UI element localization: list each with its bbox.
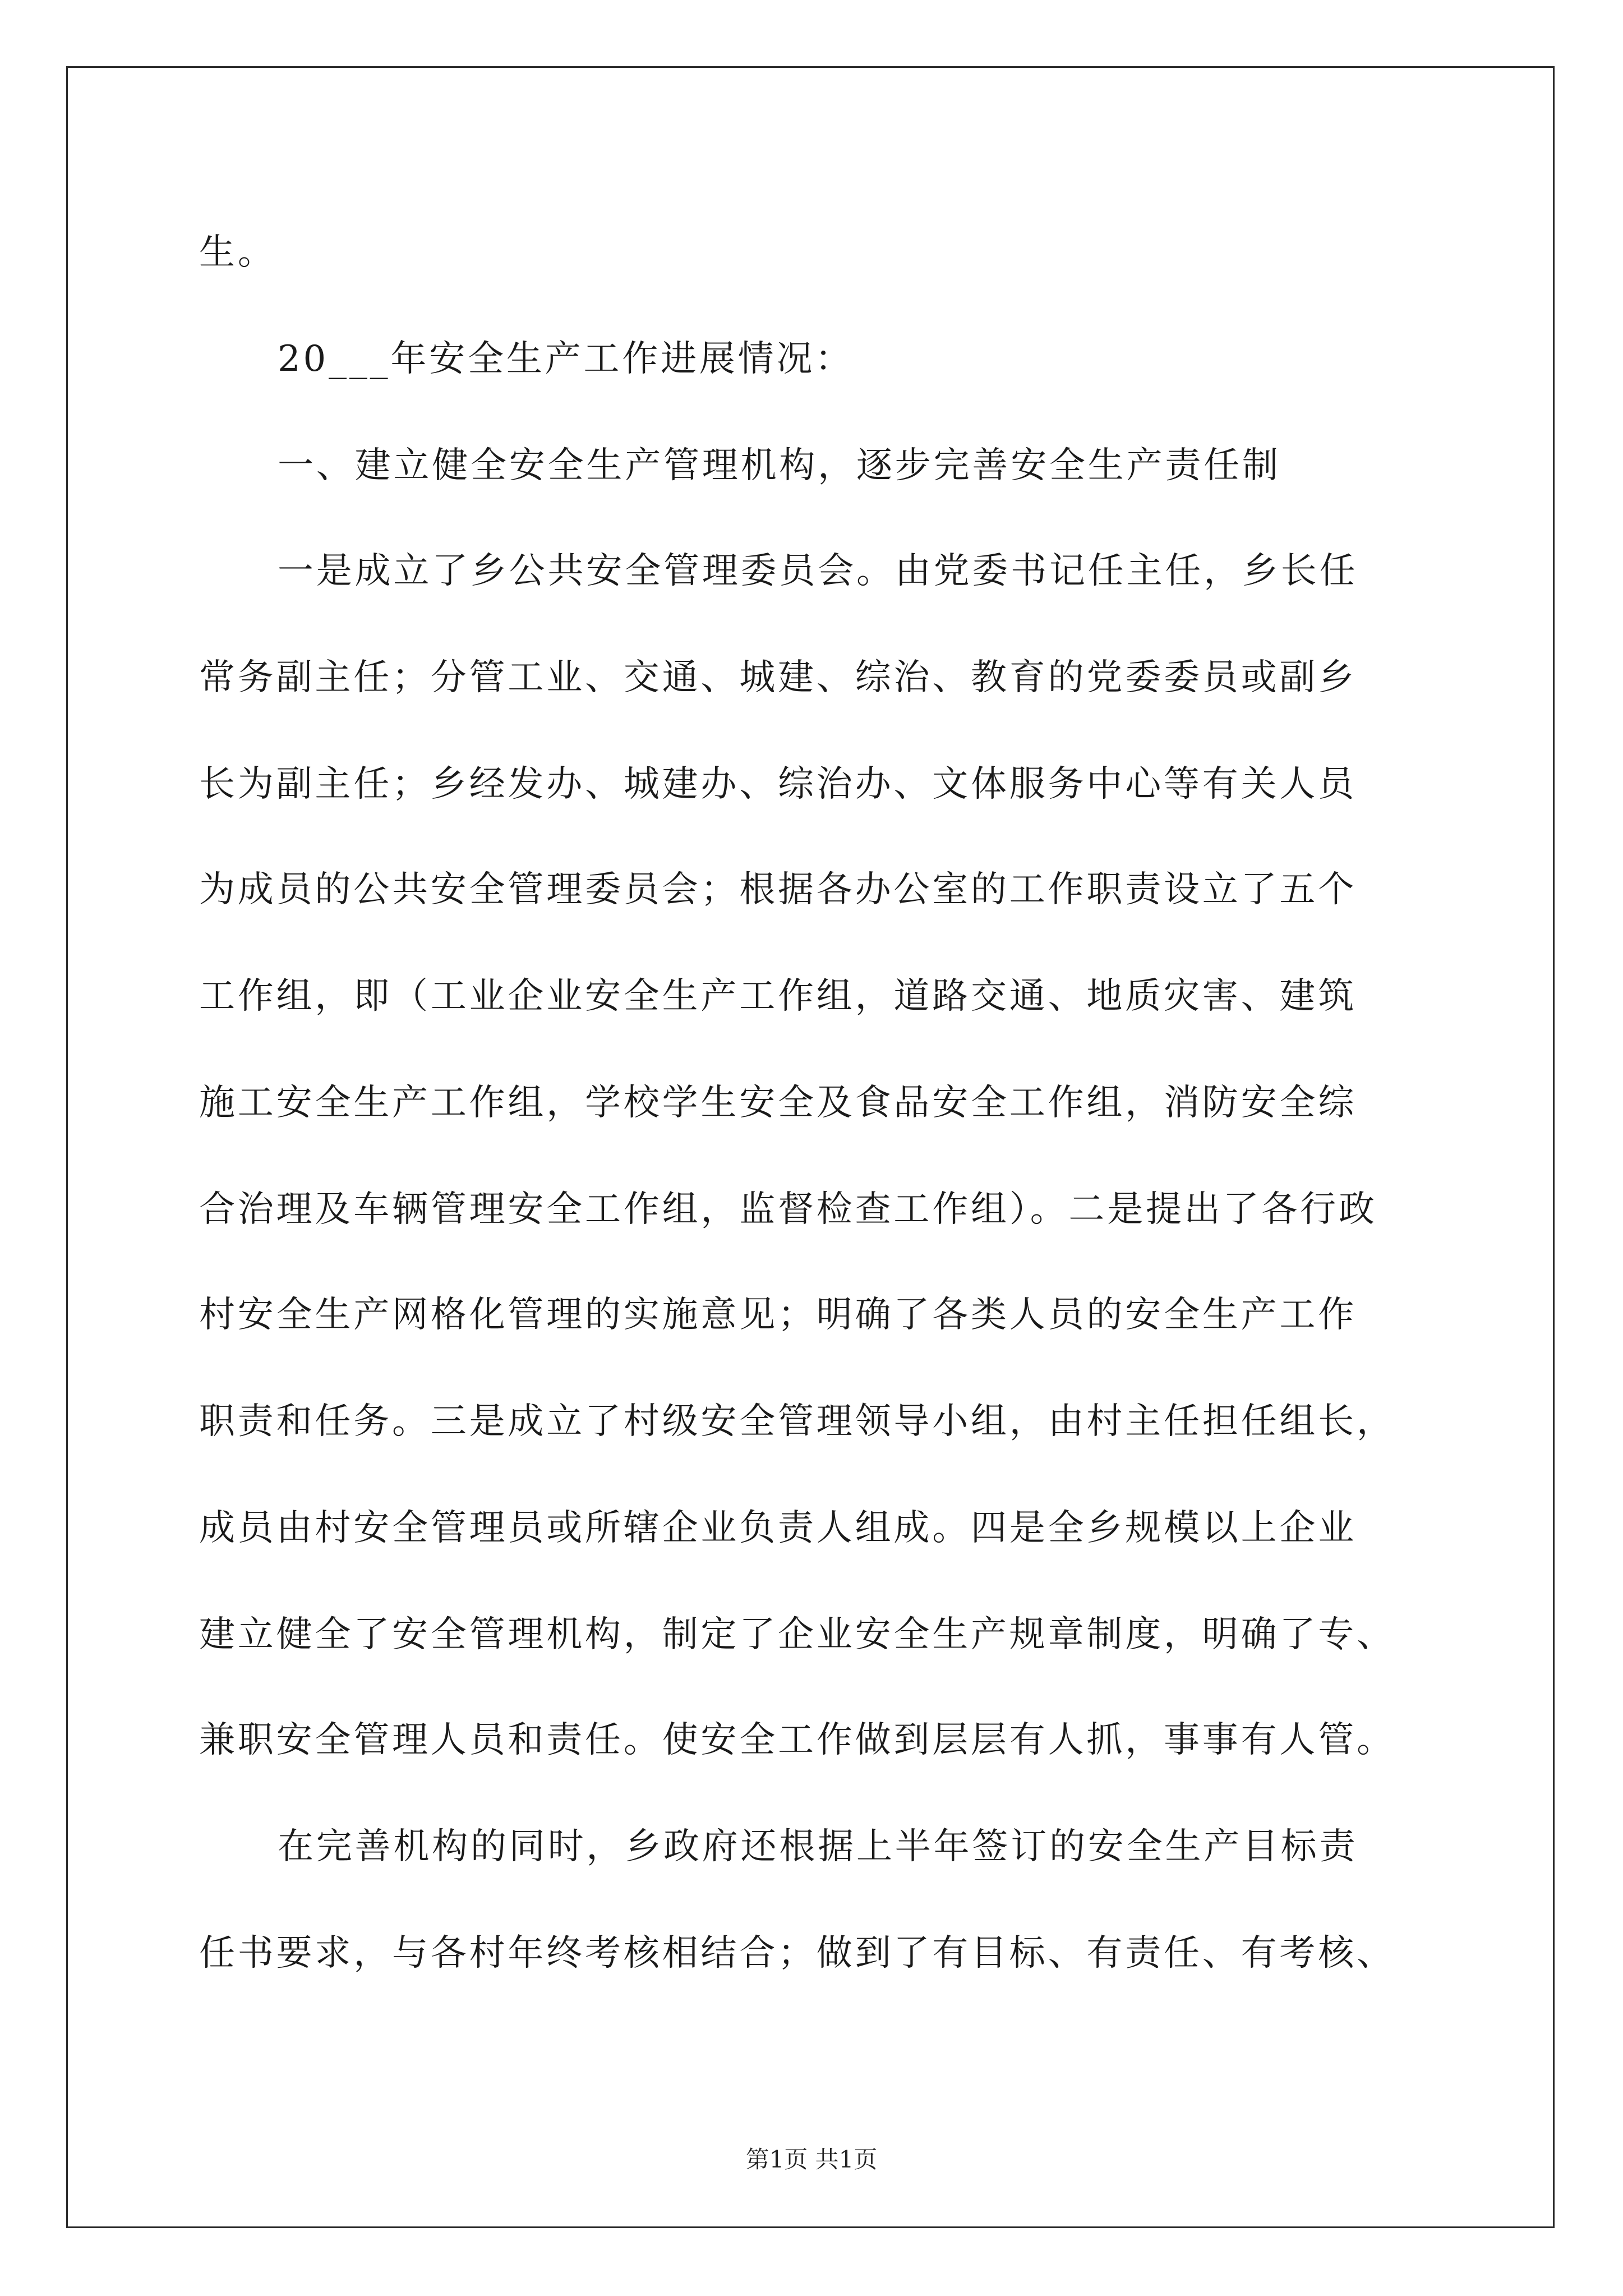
paragraph-line: 建立健全了安全管理机构，制定了企业安全生产规章制度，明确了专、 (199, 1614, 1395, 1655)
paragraph-line: 常务副主任；分管工业、交通、城建、综治、教育的党委委员或副乡 (199, 657, 1357, 698)
paragraph-line: 成员由村安全管理员或所辖企业负责人组成。四是全乡规模以上企业 (199, 1507, 1357, 1549)
page-number-footer: 第1页 共1页 (745, 2146, 878, 2173)
paragraph-line: 长为副主任；乡经发办、城建办、综治办、文体服务中心等有关人员 (199, 763, 1357, 805)
paragraph-line: 施工安全生产工作组，学校学生安全及食品安全工作组，消防安全综 (199, 1082, 1357, 1124)
paragraph-line: 合治理及车辆管理安全工作组，监督检查工作组）。二是提出了各行政 (199, 1189, 1377, 1230)
paragraph-line: 任书要求，与各村年终考核相结合；做到了有目标、有责任、有考核、 (199, 1932, 1395, 1974)
page-border (66, 66, 1555, 2228)
section-intro-line: 20___年安全生产工作进展情况： (278, 338, 854, 380)
paragraph-line: 一是成立了乡公共安全管理委员会。由党委书记任主任，乡长任 (278, 550, 1358, 592)
paragraph-line: 在完善机构的同时，乡政府还根据上半年签订的安全生产目标责 (278, 1826, 1358, 1867)
paragraph-line: 为成员的公共安全管理委员会；根据各办公室的工作职责设立了五个 (199, 869, 1357, 910)
paragraph-line: 工作组，即（工业企业安全生产工作组，道路交通、地质灾害、建筑 (199, 976, 1357, 1017)
paragraph-line: 职责和任务。三是成立了村级安全管理领导小组，由村主任担任组长， (199, 1401, 1395, 1442)
section-heading: 一、建立健全安全生产管理机构，逐步完善安全生产责任制 (278, 445, 1281, 486)
text-line-1: 生。 (199, 232, 276, 273)
paragraph-line: 村安全生产网格化管理的实施意见；明确了各类人员的安全生产工作 (199, 1294, 1357, 1336)
paragraph-line: 兼职安全管理人员和责任。使安全工作做到层层有人抓，事事有人管。 (199, 1719, 1395, 1761)
